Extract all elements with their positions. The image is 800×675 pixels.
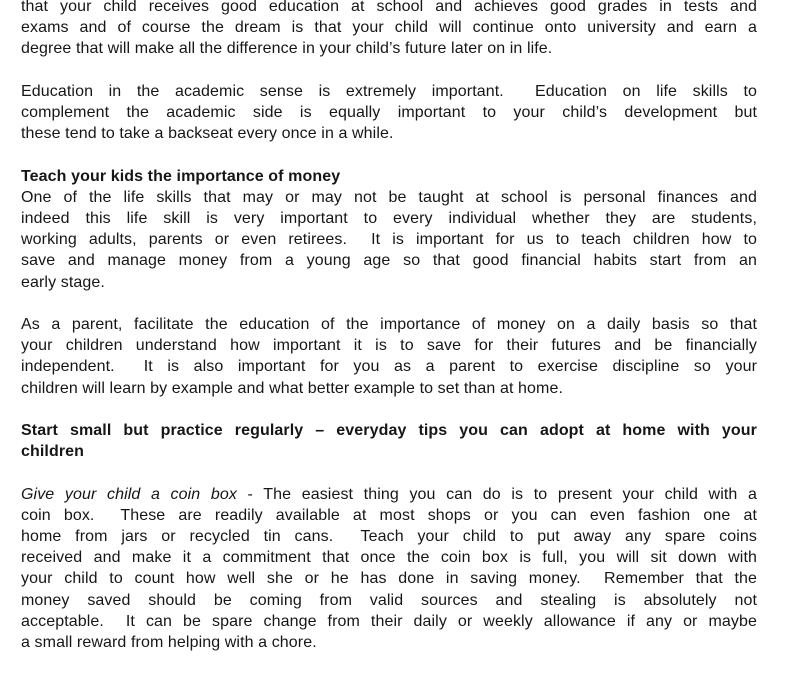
text-line: exams and of course the dream is that your child will continue onto university and earn a: [21, 19, 757, 37]
italic-lead-text: Give your child a coin box: [21, 485, 237, 503]
text-line: working adults, parents or even retirees. It is important for us to teach children how to: [21, 231, 757, 249]
text-line: received and make it a commitment that once the coin box is full, you will sit down with: [21, 549, 757, 567]
text-line: early stage.: [21, 273, 105, 291]
text-line: home from jars or recycled tin cans. Teach your child to put away any spare coins: [21, 528, 757, 545]
blank-line: [21, 462, 757, 483]
text-line: these tend to take a backseat every once in a while.: [21, 125, 394, 143]
document-content: [21, 0, 757, 653]
paragraph: [21, 0, 757, 60]
text-line: degree that will make all the difference in your child’s future later on in life.: [21, 40, 553, 58]
text-line: Start small but practice regularly – everyday tips you can adopt at home with your: [21, 422, 757, 439]
section-heading: [21, 166, 757, 187]
text-line: indeed this life skill is very important to every individual whether they are students,: [21, 210, 757, 227]
blank-line: [21, 144, 757, 165]
blank-line: [21, 399, 757, 420]
text-line: independent. It is also important for you as a parent to exercise discipline so your: [21, 358, 757, 376]
paragraph: [21, 314, 757, 399]
text-line: your child to count how well she or he has done in saving money. Remember that the: [21, 570, 757, 588]
text-line: save and manage money from a young age so that good financial habits start from an: [21, 252, 757, 270]
text-line: complement the academic side is equally important to your child’s development but: [21, 104, 757, 121]
blank-line: [21, 60, 757, 81]
paragraph: [21, 187, 757, 293]
section-heading: [21, 420, 757, 462]
text-line: Education in the academic sense is extremely important. Education on life skills to: [21, 82, 757, 100]
paragraph: [21, 81, 757, 145]
text-line: [21, 484, 757, 505]
text-line: that your child receives good education at school and achieves good grades in tests and: [21, 0, 757, 15]
paragraph: [21, 484, 757, 654]
text-line: a small reward from helping with a chore.: [21, 634, 317, 652]
text-line: your children understand how important it is to save for their futures and be financially: [21, 337, 757, 355]
text-line: money saved should be coming from valid sources and stealing is absolutely not: [21, 591, 757, 609]
text-line: One of the life skills that may or may not be taught at school is personal finances and: [21, 188, 757, 206]
blank-line: [21, 293, 757, 314]
text-line: coin box. These are readily available at most shops or you can even fashion one at: [21, 506, 757, 524]
text-line: Teach your kids the importance of money: [21, 167, 341, 185]
text-line: children: [21, 443, 85, 461]
text-line: children will learn by example and what better example to set than at home.: [21, 379, 564, 397]
text-segment: - The easiest thing you can do is to present your child with a: [236, 485, 757, 503]
text-line: acceptable. It can be spare change from their daily or weekly allowance if any or maybe: [21, 612, 757, 630]
text-line: As a parent, facilitate the education of the importance of money on a daily basis so that: [21, 316, 757, 333]
